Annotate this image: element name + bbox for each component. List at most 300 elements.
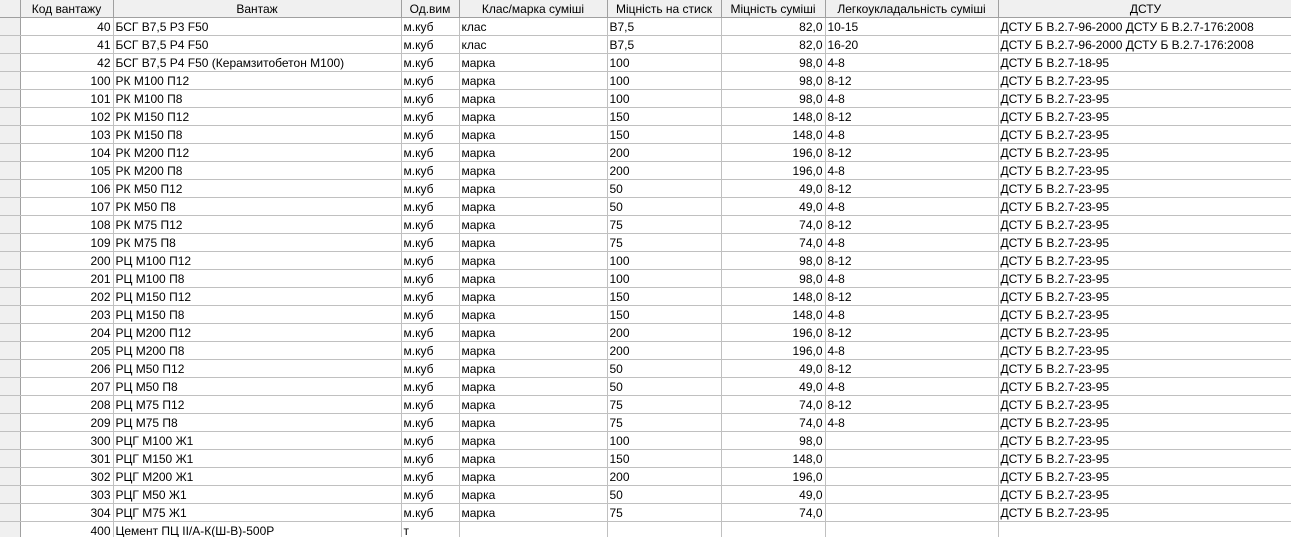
- cell-compressive-strength[interactable]: 75: [607, 216, 721, 234]
- cell-dstu[interactable]: ДСТУ Б В.2.7-23-95: [998, 504, 1291, 522]
- cell-code[interactable]: 303: [20, 486, 113, 504]
- row-selector[interactable]: [0, 414, 20, 432]
- cell-dstu[interactable]: ДСТУ Б В.2.7-23-95: [998, 144, 1291, 162]
- cell-mix-strength[interactable]: 196,0: [721, 144, 825, 162]
- cell-class[interactable]: марка: [459, 342, 607, 360]
- cell-code[interactable]: 40: [20, 18, 113, 36]
- cell-dstu[interactable]: ДСТУ Б В.2.7-23-95: [998, 162, 1291, 180]
- cell-unit[interactable]: м.куб: [401, 342, 459, 360]
- column-header-class[interactable]: Клас/марка суміші: [459, 0, 607, 18]
- cell-compressive-strength[interactable]: 100: [607, 72, 721, 90]
- cell-class[interactable]: марка: [459, 126, 607, 144]
- cell-workability[interactable]: 4-8: [825, 234, 998, 252]
- cell-name[interactable]: РК М50 П8: [113, 198, 401, 216]
- cell-class[interactable]: марка: [459, 72, 607, 90]
- cell-code[interactable]: 42: [20, 54, 113, 72]
- cell-workability[interactable]: 16-20: [825, 36, 998, 54]
- row-selector[interactable]: [0, 522, 20, 537]
- cell-code[interactable]: 300: [20, 432, 113, 450]
- cell-code[interactable]: 106: [20, 180, 113, 198]
- cell-unit[interactable]: м.куб: [401, 234, 459, 252]
- cell-mix-strength[interactable]: 148,0: [721, 306, 825, 324]
- table-row[interactable]: [0, 378, 1291, 396]
- column-header-name[interactable]: Вантаж: [113, 0, 401, 18]
- cell-compressive-strength[interactable]: В7,5: [607, 18, 721, 36]
- cell-compressive-strength[interactable]: 100: [607, 252, 721, 270]
- cell-mix-strength[interactable]: 98,0: [721, 90, 825, 108]
- row-selector[interactable]: [0, 468, 20, 486]
- column-header-mix-strength[interactable]: Міцність суміші: [721, 0, 825, 18]
- cell-unit[interactable]: т: [401, 522, 459, 537]
- cell-name[interactable]: РК М75 П12: [113, 216, 401, 234]
- table-row[interactable]: [0, 36, 1291, 54]
- table-row[interactable]: [0, 216, 1291, 234]
- cell-class[interactable]: марка: [459, 198, 607, 216]
- cell-mix-strength[interactable]: 98,0: [721, 252, 825, 270]
- cell-name[interactable]: РЦГ М200 Ж1: [113, 468, 401, 486]
- cell-workability[interactable]: 4-8: [825, 162, 998, 180]
- cell-name[interactable]: РЦ М150 П8: [113, 306, 401, 324]
- cell-unit[interactable]: м.куб: [401, 450, 459, 468]
- cell-unit[interactable]: м.куб: [401, 270, 459, 288]
- cell-code[interactable]: 206: [20, 360, 113, 378]
- cell-workability[interactable]: 10-15: [825, 18, 998, 36]
- cell-name[interactable]: РК М100 П8: [113, 90, 401, 108]
- table-row[interactable]: [0, 396, 1291, 414]
- cell-mix-strength[interactable]: 49,0: [721, 360, 825, 378]
- cell-workability[interactable]: 8-12: [825, 324, 998, 342]
- row-selector[interactable]: [0, 36, 20, 54]
- cell-mix-strength[interactable]: 74,0: [721, 504, 825, 522]
- cell-class[interactable]: марка: [459, 432, 607, 450]
- column-header-code[interactable]: Код вантажу: [20, 0, 113, 18]
- cell-mix-strength[interactable]: 74,0: [721, 414, 825, 432]
- column-header-workability[interactable]: Легкоукладальність суміші: [825, 0, 998, 18]
- cell-unit[interactable]: м.куб: [401, 180, 459, 198]
- cell-name[interactable]: РЦ М200 П8: [113, 342, 401, 360]
- cell-unit[interactable]: м.куб: [401, 216, 459, 234]
- cell-dstu[interactable]: ДСТУ Б В.2.7-23-95: [998, 432, 1291, 450]
- cell-class[interactable]: марка: [459, 360, 607, 378]
- cell-name[interactable]: БСГ В7,5 Р4 F50 (Керамзитобетон М100): [113, 54, 401, 72]
- cell-unit[interactable]: м.куб: [401, 432, 459, 450]
- cell-unit[interactable]: м.куб: [401, 306, 459, 324]
- cell-unit[interactable]: м.куб: [401, 324, 459, 342]
- cell-workability[interactable]: 8-12: [825, 252, 998, 270]
- cell-dstu[interactable]: ДСТУ Б В.2.7-23-95: [998, 126, 1291, 144]
- cell-code[interactable]: 108: [20, 216, 113, 234]
- row-selector[interactable]: [0, 396, 20, 414]
- cell-unit[interactable]: м.куб: [401, 486, 459, 504]
- cell-workability[interactable]: [825, 504, 998, 522]
- cell-dstu[interactable]: ДСТУ Б В.2.7-23-95: [998, 288, 1291, 306]
- cell-unit[interactable]: м.куб: [401, 504, 459, 522]
- cell-compressive-strength[interactable]: 100: [607, 432, 721, 450]
- cell-workability[interactable]: 8-12: [825, 360, 998, 378]
- cell-dstu[interactable]: ДСТУ Б В.2.7-23-95: [998, 486, 1291, 504]
- cell-compressive-strength[interactable]: 150: [607, 288, 721, 306]
- column-header-dstu[interactable]: ДСТУ: [998, 0, 1291, 18]
- cell-name[interactable]: РЦ М200 П12: [113, 324, 401, 342]
- cell-compressive-strength[interactable]: 50: [607, 360, 721, 378]
- cell-mix-strength[interactable]: 98,0: [721, 72, 825, 90]
- cell-name[interactable]: РЦ М50 П8: [113, 378, 401, 396]
- cell-unit[interactable]: м.куб: [401, 378, 459, 396]
- cell-compressive-strength[interactable]: 150: [607, 126, 721, 144]
- table-row[interactable]: [0, 342, 1291, 360]
- column-header-unit[interactable]: Од.вим: [401, 0, 459, 18]
- row-selector-header[interactable]: [0, 0, 20, 18]
- cell-workability[interactable]: [825, 486, 998, 504]
- row-selector[interactable]: [0, 360, 20, 378]
- cell-name[interactable]: РЦ М75 П12: [113, 396, 401, 414]
- cell-name[interactable]: РЦ М150 П12: [113, 288, 401, 306]
- cell-code[interactable]: 204: [20, 324, 113, 342]
- row-selector[interactable]: [0, 504, 20, 522]
- cell-compressive-strength[interactable]: 150: [607, 306, 721, 324]
- cell-name[interactable]: РК М50 П12: [113, 180, 401, 198]
- cell-mix-strength[interactable]: 196,0: [721, 342, 825, 360]
- cell-workability[interactable]: 8-12: [825, 396, 998, 414]
- cell-name[interactable]: РЦГ М50 Ж1: [113, 486, 401, 504]
- row-selector[interactable]: [0, 324, 20, 342]
- row-selector[interactable]: [0, 108, 20, 126]
- cell-dstu[interactable]: ДСТУ Б В.2.7-18-95: [998, 54, 1291, 72]
- table-row[interactable]: [0, 108, 1291, 126]
- cell-workability[interactable]: [825, 450, 998, 468]
- cell-class[interactable]: марка: [459, 216, 607, 234]
- row-selector[interactable]: [0, 234, 20, 252]
- cell-name[interactable]: РЦ М100 П8: [113, 270, 401, 288]
- row-selector[interactable]: [0, 90, 20, 108]
- cell-unit[interactable]: м.куб: [401, 108, 459, 126]
- cell-code[interactable]: 41: [20, 36, 113, 54]
- table-row[interactable]: [0, 72, 1291, 90]
- cell-compressive-strength[interactable]: 50: [607, 378, 721, 396]
- cell-compressive-strength[interactable]: 200: [607, 162, 721, 180]
- cell-code[interactable]: 400: [20, 522, 113, 537]
- cell-compressive-strength[interactable]: [607, 522, 721, 537]
- cell-workability[interactable]: 4-8: [825, 342, 998, 360]
- cell-class[interactable]: марка: [459, 378, 607, 396]
- cell-workability[interactable]: [825, 432, 998, 450]
- cell-code[interactable]: 101: [20, 90, 113, 108]
- cell-compressive-strength[interactable]: В7,5: [607, 36, 721, 54]
- cell-mix-strength[interactable]: 49,0: [721, 180, 825, 198]
- row-selector[interactable]: [0, 198, 20, 216]
- cell-code[interactable]: 107: [20, 198, 113, 216]
- table-row[interactable]: [0, 126, 1291, 144]
- row-selector[interactable]: [0, 72, 20, 90]
- cell-mix-strength[interactable]: 82,0: [721, 18, 825, 36]
- cell-unit[interactable]: м.куб: [401, 90, 459, 108]
- cell-name[interactable]: РЦ М75 П8: [113, 414, 401, 432]
- cell-dstu[interactable]: ДСТУ Б В.2.7-96-2000 ДСТУ Б В.2.7-176:2008: [998, 18, 1291, 36]
- cell-dstu[interactable]: ДСТУ Б В.2.7-23-95: [998, 306, 1291, 324]
- cell-compressive-strength[interactable]: 75: [607, 414, 721, 432]
- cell-name[interactable]: РЦГ М150 Ж1: [113, 450, 401, 468]
- cell-dstu[interactable]: ДСТУ Б В.2.7-23-95: [998, 396, 1291, 414]
- cell-unit[interactable]: м.куб: [401, 414, 459, 432]
- row-selector[interactable]: [0, 252, 20, 270]
- cell-code[interactable]: 304: [20, 504, 113, 522]
- cell-compressive-strength[interactable]: 150: [607, 450, 721, 468]
- cell-class[interactable]: марка: [459, 306, 607, 324]
- cell-mix-strength[interactable]: 74,0: [721, 234, 825, 252]
- cell-code[interactable]: 109: [20, 234, 113, 252]
- cell-workability[interactable]: [825, 468, 998, 486]
- cell-unit[interactable]: м.куб: [401, 468, 459, 486]
- cell-name[interactable]: РК М100 П12: [113, 72, 401, 90]
- cell-name[interactable]: РЦ М50 П12: [113, 360, 401, 378]
- cell-code[interactable]: 104: [20, 144, 113, 162]
- cell-code[interactable]: 100: [20, 72, 113, 90]
- table-row[interactable]: [0, 306, 1291, 324]
- cell-dstu[interactable]: ДСТУ Б В.2.7-23-95: [998, 270, 1291, 288]
- cell-dstu[interactable]: ДСТУ Б В.2.7-23-95: [998, 108, 1291, 126]
- cell-compressive-strength[interactable]: 50: [607, 198, 721, 216]
- cell-unit[interactable]: м.куб: [401, 18, 459, 36]
- cell-unit[interactable]: м.куб: [401, 288, 459, 306]
- cell-name[interactable]: РК М75 П8: [113, 234, 401, 252]
- cell-dstu[interactable]: ДСТУ Б В.2.7-23-95: [998, 180, 1291, 198]
- cell-name[interactable]: БСГ В7,5 Р4 F50: [113, 36, 401, 54]
- cell-name[interactable]: РК М200 П12: [113, 144, 401, 162]
- cell-code[interactable]: 201: [20, 270, 113, 288]
- cell-code[interactable]: 301: [20, 450, 113, 468]
- row-selector[interactable]: [0, 126, 20, 144]
- column-header-compressive-strength[interactable]: Міцність на стиск: [607, 0, 721, 18]
- table-row[interactable]: [0, 180, 1291, 198]
- row-selector[interactable]: [0, 18, 20, 36]
- row-selector[interactable]: [0, 144, 20, 162]
- cell-code[interactable]: 103: [20, 126, 113, 144]
- cell-class[interactable]: марка: [459, 252, 607, 270]
- cell-mix-strength[interactable]: 74,0: [721, 216, 825, 234]
- cell-unit[interactable]: м.куб: [401, 144, 459, 162]
- cell-compressive-strength[interactable]: 50: [607, 180, 721, 198]
- cell-class[interactable]: [459, 522, 607, 537]
- cell-name[interactable]: Цемент ПЦ II/А-К(Ш-В)-500Р: [113, 522, 401, 537]
- cell-code[interactable]: 207: [20, 378, 113, 396]
- table-row[interactable]: [0, 270, 1291, 288]
- cell-dstu[interactable]: ДСТУ Б В.2.7-23-95: [998, 414, 1291, 432]
- cell-compressive-strength[interactable]: 50: [607, 486, 721, 504]
- cell-class[interactable]: марка: [459, 396, 607, 414]
- table-row[interactable]: [0, 252, 1291, 270]
- cell-compressive-strength[interactable]: 100: [607, 90, 721, 108]
- cell-code[interactable]: 200: [20, 252, 113, 270]
- cell-class[interactable]: марка: [459, 144, 607, 162]
- cell-compressive-strength[interactable]: 100: [607, 270, 721, 288]
- cell-class[interactable]: марка: [459, 180, 607, 198]
- cell-unit[interactable]: м.куб: [401, 198, 459, 216]
- cell-mix-strength[interactable]: 98,0: [721, 270, 825, 288]
- cell-name[interactable]: РЦ М100 П12: [113, 252, 401, 270]
- table-row[interactable]: [0, 144, 1291, 162]
- cell-workability[interactable]: 4-8: [825, 378, 998, 396]
- cell-compressive-strength[interactable]: 100: [607, 54, 721, 72]
- cell-dstu[interactable]: ДСТУ Б В.2.7-23-95: [998, 90, 1291, 108]
- cell-dstu[interactable]: ДСТУ Б В.2.7-96-2000 ДСТУ Б В.2.7-176:2008: [998, 36, 1291, 54]
- cell-workability[interactable]: 8-12: [825, 72, 998, 90]
- cell-mix-strength[interactable]: [721, 522, 825, 537]
- row-selector[interactable]: [0, 306, 20, 324]
- cell-name[interactable]: РЦГ М100 Ж1: [113, 432, 401, 450]
- cell-dstu[interactable]: ДСТУ Б В.2.7-23-95: [998, 342, 1291, 360]
- cell-class[interactable]: марка: [459, 54, 607, 72]
- cell-mix-strength[interactable]: 49,0: [721, 486, 825, 504]
- cell-mix-strength[interactable]: 49,0: [721, 198, 825, 216]
- cell-workability[interactable]: 8-12: [825, 180, 998, 198]
- cell-compressive-strength[interactable]: 200: [607, 324, 721, 342]
- cell-class[interactable]: марка: [459, 486, 607, 504]
- cell-unit[interactable]: м.куб: [401, 36, 459, 54]
- row-selector[interactable]: [0, 486, 20, 504]
- cell-dstu[interactable]: ДСТУ Б В.2.7-23-95: [998, 234, 1291, 252]
- cell-class[interactable]: марка: [459, 270, 607, 288]
- cell-workability[interactable]: 4-8: [825, 414, 998, 432]
- cell-unit[interactable]: м.куб: [401, 72, 459, 90]
- cell-compressive-strength[interactable]: 75: [607, 234, 721, 252]
- cell-workability[interactable]: [825, 522, 998, 537]
- cell-code[interactable]: 205: [20, 342, 113, 360]
- cell-workability[interactable]: 4-8: [825, 306, 998, 324]
- cell-compressive-strength[interactable]: 200: [607, 342, 721, 360]
- cell-class[interactable]: марка: [459, 504, 607, 522]
- cell-compressive-strength[interactable]: 150: [607, 108, 721, 126]
- cell-mix-strength[interactable]: 98,0: [721, 432, 825, 450]
- table-row[interactable]: [0, 288, 1291, 306]
- row-selector[interactable]: [0, 54, 20, 72]
- cell-class[interactable]: марка: [459, 414, 607, 432]
- cell-class[interactable]: клас: [459, 36, 607, 54]
- cell-name[interactable]: РК М200 П8: [113, 162, 401, 180]
- table-row[interactable]: [0, 504, 1291, 522]
- row-selector[interactable]: [0, 162, 20, 180]
- cell-mix-strength[interactable]: 148,0: [721, 450, 825, 468]
- cell-workability[interactable]: 4-8: [825, 126, 998, 144]
- cell-mix-strength[interactable]: 82,0: [721, 36, 825, 54]
- table-row[interactable]: [0, 54, 1291, 72]
- cell-unit[interactable]: м.куб: [401, 360, 459, 378]
- cell-dstu[interactable]: ДСТУ Б В.2.7-23-95: [998, 252, 1291, 270]
- row-selector[interactable]: [0, 450, 20, 468]
- cell-unit[interactable]: м.куб: [401, 162, 459, 180]
- cell-code[interactable]: 208: [20, 396, 113, 414]
- cell-workability[interactable]: 4-8: [825, 54, 998, 72]
- cell-mix-strength[interactable]: 148,0: [721, 108, 825, 126]
- cell-mix-strength[interactable]: 98,0: [721, 54, 825, 72]
- cell-workability[interactable]: 4-8: [825, 90, 998, 108]
- cell-workability[interactable]: 4-8: [825, 270, 998, 288]
- cell-mix-strength[interactable]: 196,0: [721, 468, 825, 486]
- cell-dstu[interactable]: ДСТУ Б В.2.7-23-95: [998, 468, 1291, 486]
- cell-mix-strength[interactable]: 196,0: [721, 324, 825, 342]
- table-row[interactable]: [0, 90, 1291, 108]
- table-row[interactable]: [0, 414, 1291, 432]
- cell-class[interactable]: марка: [459, 108, 607, 126]
- cell-compressive-strength[interactable]: 200: [607, 144, 721, 162]
- cell-unit[interactable]: м.куб: [401, 252, 459, 270]
- cell-name[interactable]: БСГ В7,5 Р3 F50: [113, 18, 401, 36]
- cell-mix-strength[interactable]: 196,0: [721, 162, 825, 180]
- cell-class[interactable]: марка: [459, 324, 607, 342]
- table-row[interactable]: [0, 18, 1291, 36]
- table-row[interactable]: [0, 162, 1291, 180]
- cell-mix-strength[interactable]: 148,0: [721, 126, 825, 144]
- cell-dstu[interactable]: ДСТУ Б В.2.7-23-95: [998, 450, 1291, 468]
- row-selector[interactable]: [0, 288, 20, 306]
- cell-compressive-strength[interactable]: 200: [607, 468, 721, 486]
- table-row[interactable]: [0, 486, 1291, 504]
- cell-class[interactable]: марка: [459, 450, 607, 468]
- row-selector[interactable]: [0, 216, 20, 234]
- cell-mix-strength[interactable]: 49,0: [721, 378, 825, 396]
- cell-class[interactable]: марка: [459, 234, 607, 252]
- cell-unit[interactable]: м.куб: [401, 126, 459, 144]
- table-row[interactable]: [0, 468, 1291, 486]
- row-selector[interactable]: [0, 342, 20, 360]
- cell-compressive-strength[interactable]: 75: [607, 504, 721, 522]
- cell-class[interactable]: марка: [459, 468, 607, 486]
- cell-code[interactable]: 203: [20, 306, 113, 324]
- cell-dstu[interactable]: ДСТУ Б В.2.7-23-95: [998, 378, 1291, 396]
- table-row[interactable]: [0, 360, 1291, 378]
- cell-code[interactable]: 102: [20, 108, 113, 126]
- cell-workability[interactable]: 8-12: [825, 216, 998, 234]
- cell-workability[interactable]: 8-12: [825, 288, 998, 306]
- cell-dstu[interactable]: ДСТУ Б В.2.7-23-95: [998, 72, 1291, 90]
- row-selector[interactable]: [0, 270, 20, 288]
- cell-class[interactable]: марка: [459, 162, 607, 180]
- cell-dstu[interactable]: ДСТУ Б В.2.7-23-95: [998, 198, 1291, 216]
- cell-mix-strength[interactable]: 74,0: [721, 396, 825, 414]
- cell-code[interactable]: 209: [20, 414, 113, 432]
- cell-compressive-strength[interactable]: 75: [607, 396, 721, 414]
- table-row[interactable]: [0, 234, 1291, 252]
- cell-code[interactable]: 202: [20, 288, 113, 306]
- cell-workability[interactable]: 8-12: [825, 144, 998, 162]
- cell-class[interactable]: марка: [459, 288, 607, 306]
- cell-name[interactable]: РЦГ М75 Ж1: [113, 504, 401, 522]
- cell-workability[interactable]: 4-8: [825, 198, 998, 216]
- table-row[interactable]: [0, 324, 1291, 342]
- table-row[interactable]: [0, 450, 1291, 468]
- header-row: [0, 0, 1291, 18]
- cell-name[interactable]: РК М150 П12: [113, 108, 401, 126]
- row-selector[interactable]: [0, 378, 20, 396]
- cell-name[interactable]: РК М150 П8: [113, 126, 401, 144]
- cell-unit[interactable]: м.куб: [401, 396, 459, 414]
- cell-code[interactable]: 105: [20, 162, 113, 180]
- table-row[interactable]: [0, 522, 1291, 537]
- cell-dstu[interactable]: ДСТУ Б В.2.7-23-95: [998, 360, 1291, 378]
- cell-unit[interactable]: м.куб: [401, 54, 459, 72]
- row-selector[interactable]: [0, 432, 20, 450]
- table-row[interactable]: [0, 432, 1291, 450]
- cell-code[interactable]: 302: [20, 468, 113, 486]
- table-row[interactable]: [0, 198, 1291, 216]
- cell-dstu[interactable]: [998, 522, 1291, 537]
- cell-dstu[interactable]: ДСТУ Б В.2.7-23-95: [998, 324, 1291, 342]
- cell-class[interactable]: клас: [459, 18, 607, 36]
- cell-workability[interactable]: 8-12: [825, 108, 998, 126]
- cell-class[interactable]: марка: [459, 90, 607, 108]
- cell-mix-strength[interactable]: 148,0: [721, 288, 825, 306]
- cell-dstu[interactable]: ДСТУ Б В.2.7-23-95: [998, 216, 1291, 234]
- row-selector[interactable]: [0, 180, 20, 198]
